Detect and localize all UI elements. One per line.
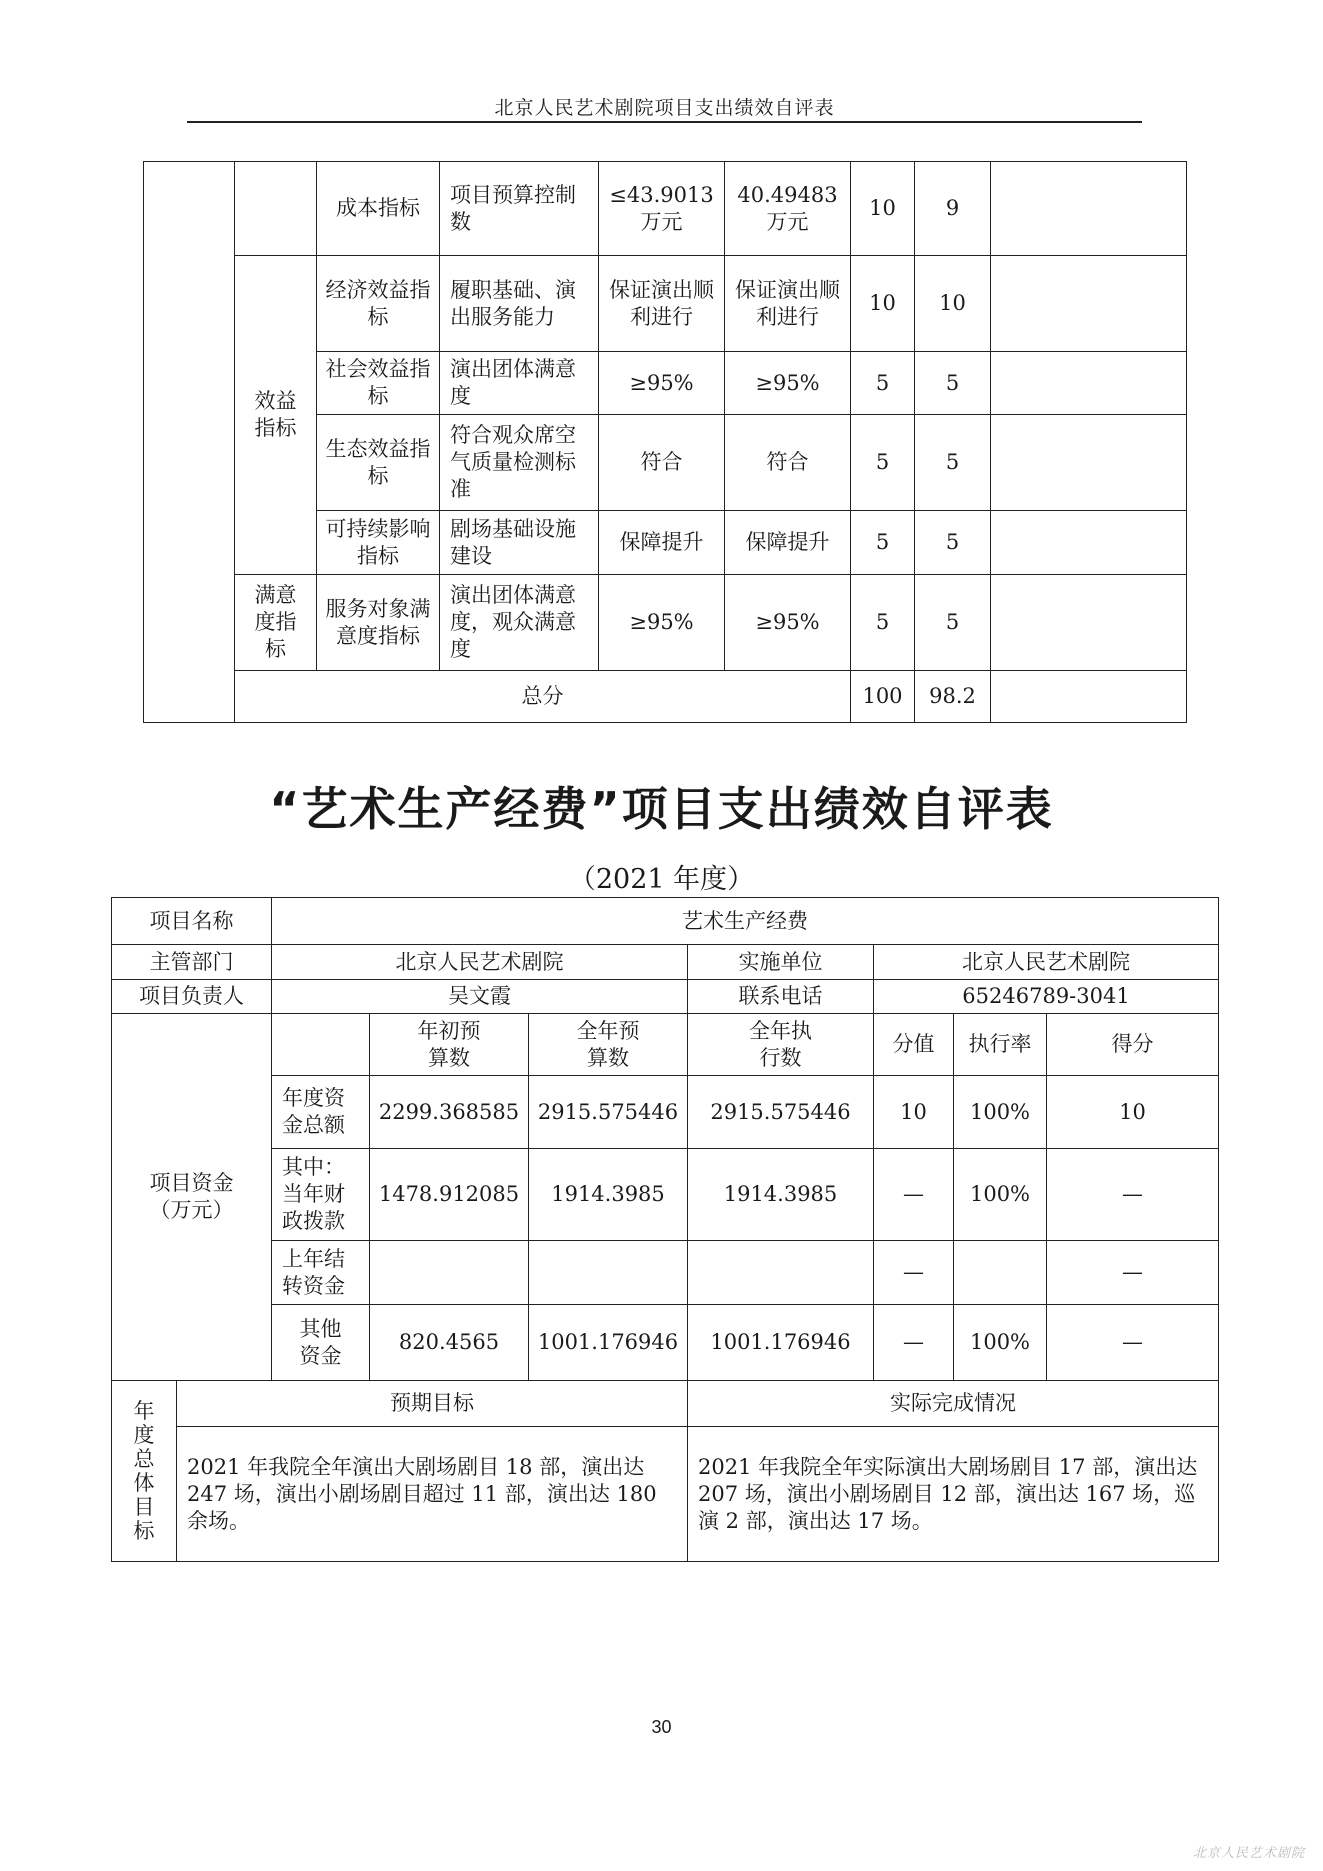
execution-rate — [954, 1241, 1047, 1305]
execution-rate: 100% — [954, 1076, 1047, 1149]
page-header: 北京人民艺术剧院项目支出绩效自评表 — [494, 97, 835, 119]
column-header: 得分 — [1047, 1014, 1219, 1076]
sub-indicator: 社会效益指标 — [317, 352, 440, 415]
initial-budget — [370, 1241, 529, 1305]
table-row — [112, 1427, 1219, 1562]
score-value: 10 — [1047, 1076, 1219, 1149]
column-header: 执行率 — [954, 1014, 1047, 1076]
indicator-name: 项目预算控制数 — [440, 162, 599, 256]
executed-amount: 1001.176946 — [688, 1305, 874, 1381]
score-value: — — [1047, 1241, 1219, 1305]
table-row — [112, 1149, 1219, 1241]
weight-value: 5 — [851, 575, 915, 671]
blank-header-cell — [272, 1014, 370, 1076]
target-value: 符合 — [599, 415, 725, 511]
initial-budget: 1478.912085 — [370, 1149, 529, 1241]
sub-indicator: 服务对象满意度指标 — [317, 575, 440, 671]
target-value: 保障提升 — [599, 511, 725, 575]
annual-budget: 1001.176946 — [529, 1305, 688, 1381]
project-name: 艺术生产经费 — [272, 898, 1219, 945]
phone-label: 联系电话 — [688, 980, 874, 1014]
weight-value: — — [874, 1305, 954, 1381]
score-value: 5 — [915, 511, 991, 575]
project-name-label: 项目名称 — [112, 898, 272, 945]
column-header: 分值 — [874, 1014, 954, 1076]
score-value: 10 — [915, 256, 991, 352]
satisfaction-indicator-label: 满意度指标 — [235, 575, 317, 671]
fund-row-label: 其他资金 — [272, 1305, 370, 1381]
table-row — [112, 1076, 1219, 1149]
table-row — [112, 980, 1219, 1014]
actual-result-header: 实际完成情况 — [688, 1381, 1219, 1427]
column-header: 全年执行数 — [688, 1014, 874, 1076]
sub-indicator: 经济效益指标 — [317, 256, 440, 352]
fund-row-label: 上年结转资金 — [272, 1241, 370, 1305]
target-value: 保证演出顺利进行 — [599, 256, 725, 352]
page-number: 30 — [651, 1717, 672, 1737]
table-row — [144, 575, 1187, 671]
target-value: ≥95% — [599, 575, 725, 671]
actual-value: 保证演出顺利进行 — [725, 256, 851, 352]
actual-value: 符合 — [725, 415, 851, 511]
score-value: 9 — [915, 162, 991, 256]
weight-value: 5 — [851, 415, 915, 511]
initial-budget: 2299.368585 — [370, 1076, 529, 1149]
execution-rate: 100% — [954, 1305, 1047, 1381]
dept-label: 主管部门 — [112, 945, 272, 980]
indicator-name: 剧场基础设施建设 — [440, 511, 599, 575]
table-row — [112, 945, 1219, 980]
document-title: “艺术生产经费”项目支出绩效自评表 — [269, 782, 1054, 836]
header-rule — [187, 121, 1142, 123]
unit-label: 实施单位 — [688, 945, 874, 980]
blank-category-cell — [144, 162, 235, 723]
score-value: 5 — [915, 352, 991, 415]
leader-value: 吴文霞 — [272, 980, 688, 1014]
fund-row-label: 年度资金总额 — [272, 1076, 370, 1149]
note-cell — [991, 511, 1187, 575]
note-cell — [991, 162, 1187, 256]
indicator-name: 符合观众席空气质量检测标准 — [440, 415, 599, 511]
weight-value: 10 — [851, 162, 915, 256]
annual-budget: 1914.3985 — [529, 1149, 688, 1241]
total-weight: 100 — [851, 671, 915, 723]
annual-goal-label — [112, 1381, 177, 1562]
note-cell — [991, 671, 1187, 723]
sub-indicator: 成本指标 — [317, 162, 440, 256]
table-row — [112, 1305, 1219, 1381]
blank-category-cell — [235, 162, 317, 256]
weight-value: 10 — [874, 1076, 954, 1149]
column-header: 年初预算数 — [370, 1014, 529, 1076]
art-production-evaluation-table — [111, 897, 1219, 1562]
indicator-name: 履职基础、演出服务能力 — [440, 256, 599, 352]
actual-value: ≥95% — [725, 352, 851, 415]
weight-value: 10 — [851, 256, 915, 352]
document-subtitle: （2021 年度） — [568, 864, 755, 895]
table-row — [112, 1241, 1219, 1305]
note-cell — [991, 352, 1187, 415]
note-cell — [991, 415, 1187, 511]
unit-value: 北京人民艺术剧院 — [874, 945, 1219, 980]
sub-indicator: 生态效益指标 — [317, 415, 440, 511]
indicator-name: 演出团体满意度，观众满意度 — [440, 575, 599, 671]
table-row — [144, 256, 1187, 352]
annual-goal-label-text: 年度总体目标 — [133, 1399, 155, 1543]
expected-goal-text: 2021 年我院全年演出大剧场剧目 18 部，演出达 247 场，演出小剧场剧目超过 11 部，演出达 180 余场。 — [177, 1427, 688, 1562]
annual-budget — [529, 1241, 688, 1305]
leader-label: 项目负责人 — [112, 980, 272, 1014]
weight-value: — — [874, 1149, 954, 1241]
previous-evaluation-table — [143, 161, 1187, 723]
weight-value: — — [874, 1241, 954, 1305]
executed-amount: 1914.3985 — [688, 1149, 874, 1241]
annual-budget: 2915.575446 — [529, 1076, 688, 1149]
executed-amount — [688, 1241, 874, 1305]
sub-indicator: 可持续影响指标 — [317, 511, 440, 575]
actual-value: 40.49483万元 — [725, 162, 851, 256]
dept-value: 北京人民艺术剧院 — [272, 945, 688, 980]
actual-value: 保障提升 — [725, 511, 851, 575]
fund-row-label: 其中：当年财政拨款 — [272, 1149, 370, 1241]
target-value: ≤43.9013万元 — [599, 162, 725, 256]
column-header: 全年预算数 — [529, 1014, 688, 1076]
funds-label: 项目资金（万元） — [112, 1014, 272, 1381]
total-row — [144, 671, 1187, 723]
initial-budget: 820.4565 — [370, 1305, 529, 1381]
target-value: ≥95% — [599, 352, 725, 415]
score-value: — — [1047, 1305, 1219, 1381]
weight-value: 5 — [851, 511, 915, 575]
expected-goal-header: 预期目标 — [177, 1381, 688, 1427]
weight-value: 5 — [851, 352, 915, 415]
actual-result-text: 2021 年我院全年实际演出大剧场剧目 17 部，演出达 207 场，演出小剧场剧目 12 部，演出达 167 场，巡演 2 部，演出达 17 场。 — [688, 1427, 1219, 1562]
total-label: 总分 — [235, 671, 851, 723]
phone-value: 65246789-3041 — [874, 980, 1219, 1014]
score-value: 5 — [915, 575, 991, 671]
table-row — [112, 898, 1219, 945]
table-row — [112, 1014, 1219, 1076]
note-cell — [991, 256, 1187, 352]
actual-value: ≥95% — [725, 575, 851, 671]
execution-rate: 100% — [954, 1149, 1047, 1241]
note-cell — [991, 575, 1187, 671]
total-score: 98.2 — [915, 671, 991, 723]
table-row — [144, 162, 1187, 256]
score-value: — — [1047, 1149, 1219, 1241]
watermark: 北京人民艺术剧院 — [1192, 1846, 1305, 1861]
benefit-indicator-label: 效益指标 — [235, 256, 317, 575]
table-row — [112, 1381, 1219, 1427]
executed-amount: 2915.575446 — [688, 1076, 874, 1149]
indicator-name: 演出团体满意度 — [440, 352, 599, 415]
score-value: 5 — [915, 415, 991, 511]
